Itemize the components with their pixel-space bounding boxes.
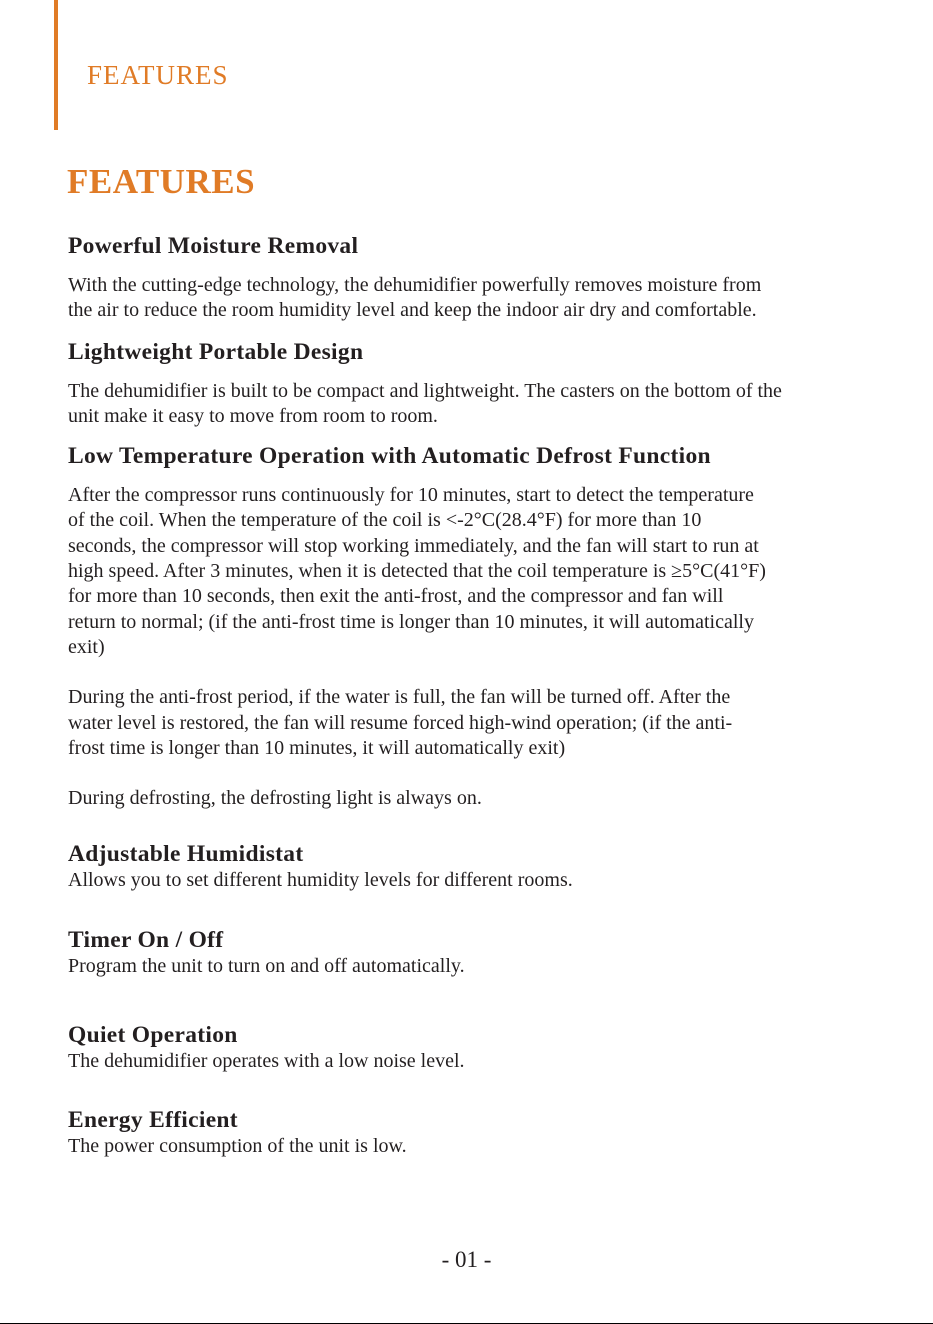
body-line: high speed. After 3 minutes, when it is detected that the coil temperature is ≥5°C(41°F)	[68, 560, 766, 583]
body-line: frost time is longer than 10 minutes, it will automatically exit)	[68, 736, 566, 759]
running-header: FEATURES	[87, 60, 229, 90]
section-heading: Lightweight Portable Design	[68, 339, 364, 365]
header-accent-bar	[54, 0, 58, 130]
body-line: return to normal; (if the anti-frost time is longer than 10 minutes, it will automatically	[68, 610, 754, 633]
section-moisture-removal	[68, 232, 908, 324]
section-body	[68, 685, 908, 761]
body-line: With the cutting-edge technology, the dehumidifier powerfully removes moisture from	[68, 274, 762, 297]
section-heading: Low Temperature Operation with Automatic Defrost Function	[68, 443, 711, 469]
section-heading: Quiet Operation	[68, 1022, 238, 1048]
body-line: for more than 10 seconds, then exit the anti-frost, and the compressor and fan will	[68, 585, 724, 608]
section-defrost-function	[68, 442, 908, 811]
section-body	[68, 483, 908, 660]
body-line: exit)	[68, 635, 105, 658]
section-humidistat	[68, 840, 908, 893]
section-heading: Energy Efficient	[68, 1107, 238, 1133]
page-title: FEATURES	[67, 162, 256, 201]
section-heading: Powerful Moisture Removal	[68, 233, 359, 259]
body-line: the air to reduce the room humidity level and keep the indoor air dry and comfortable.	[68, 299, 757, 322]
section-portable-design	[68, 338, 908, 430]
section-body: The dehumidifier operates with a low noise level.	[68, 1050, 465, 1073]
page-number: - 01 -	[441, 1247, 492, 1272]
body-line: water level is restored, the fan will resume forced high-wind operation; (if the anti-	[68, 711, 733, 734]
body-line: seconds, the compressor will stop working immediately, and the fan will start to run at	[68, 534, 759, 557]
section-body	[68, 273, 908, 324]
section-body: During defrosting, the defrosting light is always on.	[68, 787, 482, 810]
section-body: The power consumption of the unit is low.	[68, 1135, 407, 1158]
section-heading: Adjustable Humidistat	[68, 841, 304, 867]
section-heading: Timer On / Off	[68, 927, 224, 953]
section-body	[68, 379, 908, 430]
section-energy-efficient	[68, 1106, 908, 1159]
body-line: After the compressor runs continuously for 10 minutes, start to detect the temperature	[68, 484, 754, 507]
section-timer	[68, 926, 908, 979]
body-line: of the coil. When the temperature of the coil is <-2°C(28.4°F) for more than 10	[68, 509, 702, 532]
body-line: The dehumidifier is built to be compact and lightweight. The casters on the bottom of the	[68, 380, 782, 403]
section-body: Allows you to set different humidity levels for different rooms.	[68, 869, 573, 892]
section-quiet-operation	[68, 1021, 908, 1074]
body-line: unit make it easy to move from room to room.	[68, 405, 438, 428]
body-line: During the anti-frost period, if the water is full, the fan will be turned off. After the	[68, 686, 731, 709]
section-body: Program the unit to turn on and off automatically.	[68, 955, 465, 978]
